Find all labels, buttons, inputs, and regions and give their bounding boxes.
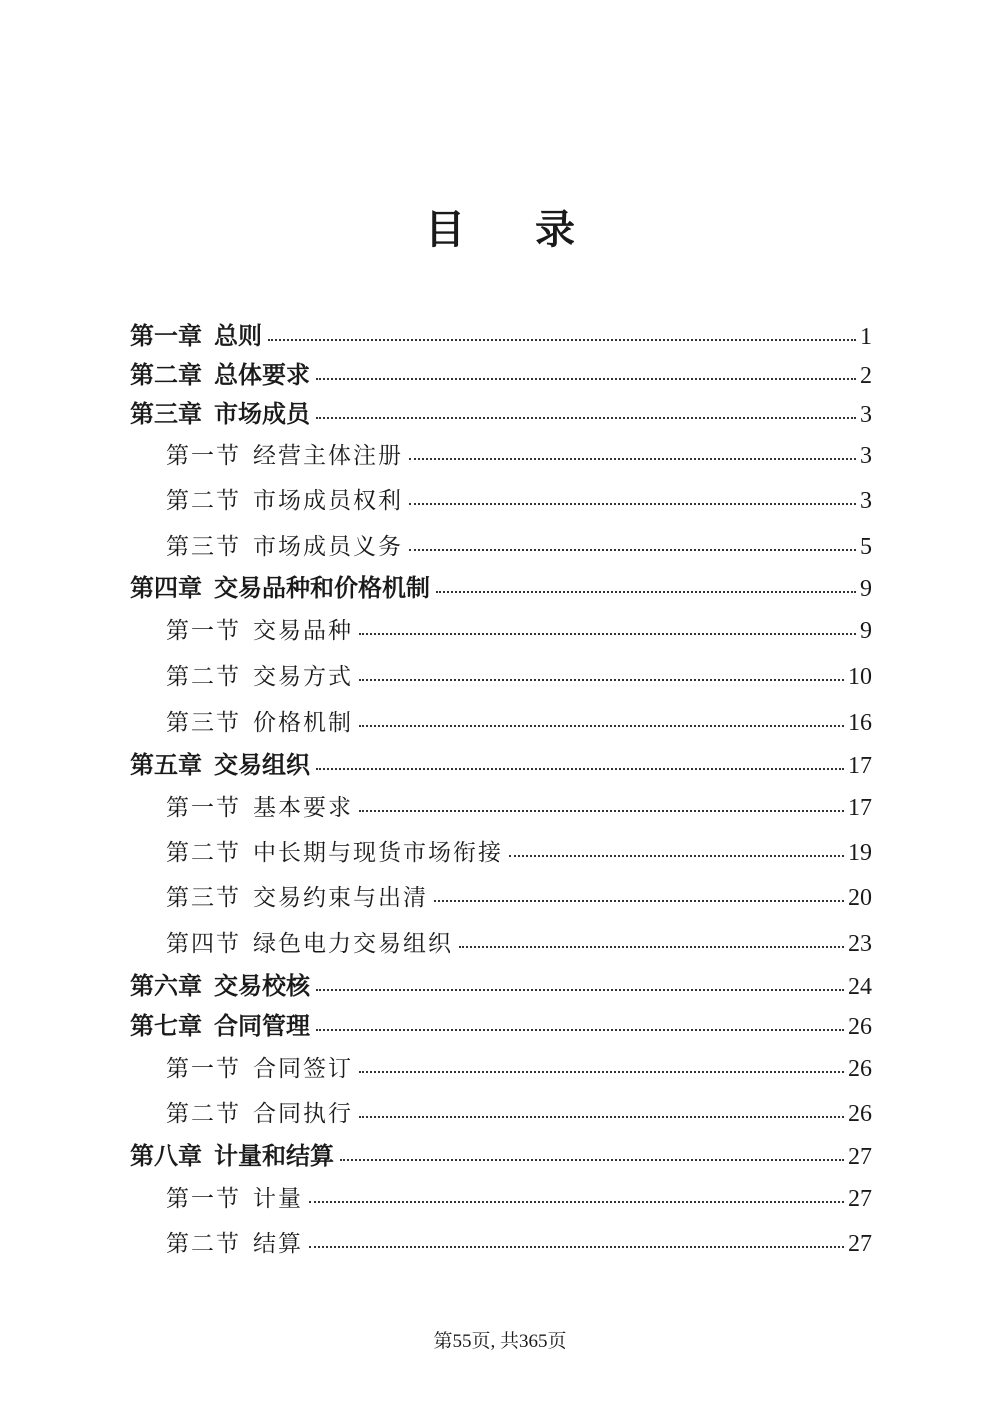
toc-page-number: 20 xyxy=(848,885,872,911)
toc-dot-leader xyxy=(316,1028,844,1031)
toc-entry-title: 交易组织 xyxy=(214,751,310,779)
toc-chapter-entry xyxy=(130,966,872,1001)
toc-page-number: 27 xyxy=(848,1231,872,1257)
toc-entry-label xyxy=(130,745,310,780)
toc-entry-number: 第二章 xyxy=(130,361,202,389)
toc-entry-title: 交易校核 xyxy=(214,972,310,1000)
toc-chapter-entry xyxy=(130,355,872,390)
toc-section-entry xyxy=(166,1050,872,1083)
toc-entry-number: 第七章 xyxy=(130,1012,202,1040)
toc-page-number: 24 xyxy=(848,974,872,1000)
toc-entry-label xyxy=(130,394,310,429)
toc-dot-leader xyxy=(434,899,844,902)
toc-entry-number: 第二节 xyxy=(166,488,241,514)
toc-entry-number: 第二节 xyxy=(166,664,241,690)
toc-entry-label xyxy=(166,658,353,691)
toc-entry-number: 第三节 xyxy=(166,885,241,911)
toc-page-number: 17 xyxy=(848,795,872,821)
toc-page-number: 3 xyxy=(860,488,872,514)
toc-section-entry xyxy=(166,879,872,912)
toc-entry-title: 绿色电力交易组织 xyxy=(253,931,453,957)
toc-entry-number: 第二节 xyxy=(166,1231,241,1257)
toc-page-number: 19 xyxy=(848,840,872,866)
toc-dot-leader xyxy=(316,767,844,770)
toc-chapter-entry xyxy=(130,394,872,429)
toc-page-number: 23 xyxy=(848,931,872,957)
toc-entry-label xyxy=(166,1225,303,1258)
toc-entry-number: 第一节 xyxy=(166,1186,241,1212)
toc-entry-number: 第一章 xyxy=(130,322,202,350)
toc-entry-title: 合同管理 xyxy=(214,1012,310,1040)
toc-entry-title: 结算 xyxy=(253,1231,303,1257)
toc-page-number: 17 xyxy=(848,753,872,779)
toc-section-entry xyxy=(166,925,872,958)
toc-page-number: 26 xyxy=(848,1101,872,1127)
toc-entry-label xyxy=(166,1180,303,1213)
toc-entry-label xyxy=(166,482,403,515)
toc-section-entry xyxy=(166,704,872,737)
toc-entry-label xyxy=(130,966,310,1001)
toc-entry-label xyxy=(166,437,403,470)
toc-dot-leader xyxy=(309,1200,844,1203)
toc-entry-label xyxy=(130,1006,310,1041)
toc-section-entry xyxy=(166,834,872,867)
toc-entry-title: 交易品种和价格机制 xyxy=(214,574,430,602)
toc-page-number: 1 xyxy=(860,324,872,350)
toc-section-entry xyxy=(166,437,872,470)
toc-entry-title: 基本要求 xyxy=(253,795,353,821)
toc-entry-number: 第三节 xyxy=(166,710,241,736)
toc-dot-leader xyxy=(459,945,844,948)
toc-section-entry xyxy=(166,612,872,645)
page-footer: 第55页, 共365页 xyxy=(433,1331,567,1352)
toc-chapter-entry xyxy=(130,316,872,351)
toc-entry-number: 第五章 xyxy=(130,751,202,779)
toc-entry-label xyxy=(130,1136,334,1171)
toc-entry-number: 第二节 xyxy=(166,1101,241,1127)
toc-entry-title: 总则 xyxy=(214,322,262,350)
toc-dot-leader xyxy=(359,1115,844,1118)
toc-dot-leader xyxy=(409,457,856,460)
toc-section-entry xyxy=(166,789,872,822)
toc-entry-label xyxy=(166,612,353,645)
toc-dot-leader xyxy=(340,1158,844,1161)
toc-dot-leader xyxy=(359,632,856,635)
toc-entry-label xyxy=(166,704,353,737)
toc-entry-number: 第四节 xyxy=(166,931,241,957)
toc-chapter-entry xyxy=(130,745,872,780)
toc-entry-title: 市场成员 xyxy=(214,400,310,428)
toc-page-number: 9 xyxy=(860,618,872,644)
toc-entry-label xyxy=(166,834,503,867)
toc-entry-label xyxy=(166,1095,353,1128)
toc-dot-leader xyxy=(359,1070,844,1073)
toc-page-number: 27 xyxy=(848,1144,872,1170)
toc-page-number: 2 xyxy=(860,363,872,389)
toc-entry-title: 价格机制 xyxy=(253,710,353,736)
toc-entry-label xyxy=(166,925,453,958)
toc-entry-title: 总体要求 xyxy=(214,361,310,389)
toc-entry-number: 第六章 xyxy=(130,972,202,1000)
toc-entry-title: 交易约束与出清 xyxy=(253,885,428,911)
toc-entry-number: 第一节 xyxy=(166,795,241,821)
toc-entry-title: 中长期与现货市场衔接 xyxy=(253,840,503,866)
toc-entry-number: 第一节 xyxy=(166,443,241,469)
toc-entry-number: 第四章 xyxy=(130,574,202,602)
toc-entry-title: 合同签订 xyxy=(253,1056,353,1082)
toc-chapter-entry xyxy=(130,1006,872,1041)
toc-section-entry xyxy=(166,482,872,515)
toc-dot-leader xyxy=(359,678,844,681)
toc-entry-title: 市场成员义务 xyxy=(253,534,403,560)
toc-entry-label xyxy=(166,879,428,912)
toc-dot-leader xyxy=(316,988,844,991)
toc-entry-label xyxy=(166,789,353,822)
toc-dot-leader xyxy=(359,809,844,812)
toc-page-number: 5 xyxy=(860,534,872,560)
toc-entry-label xyxy=(130,316,262,351)
toc-entry-number: 第八章 xyxy=(130,1142,202,1170)
toc-dot-leader xyxy=(359,724,844,727)
toc-entry-number: 第二节 xyxy=(166,840,241,866)
toc-section-entry xyxy=(166,1095,872,1128)
toc-entry-title: 经营主体注册 xyxy=(253,443,403,469)
toc-section-entry xyxy=(166,1225,872,1258)
toc-entry-number: 第三节 xyxy=(166,534,241,560)
toc-page-number: 16 xyxy=(848,710,872,736)
toc-section-entry xyxy=(166,658,872,691)
toc-dot-leader xyxy=(316,416,856,419)
toc-dot-leader xyxy=(509,854,844,857)
toc-dot-leader xyxy=(409,548,856,551)
toc-dot-leader xyxy=(316,377,856,380)
toc-page-number: 3 xyxy=(860,402,872,428)
toc-page-number: 9 xyxy=(860,576,872,602)
toc-page-number: 26 xyxy=(848,1014,872,1040)
toc-page-number: 3 xyxy=(860,443,872,469)
toc-entry-title: 交易方式 xyxy=(253,664,353,690)
toc-dot-leader xyxy=(409,502,856,505)
toc-page-number: 27 xyxy=(848,1186,872,1212)
toc-section-entry xyxy=(166,528,872,561)
toc-entry-label xyxy=(130,355,310,390)
toc-entry-title: 交易品种 xyxy=(253,618,353,644)
toc-entry-title: 合同执行 xyxy=(253,1101,353,1127)
toc-entry-label xyxy=(166,528,403,561)
toc-dot-leader xyxy=(436,590,856,593)
toc-entry-title: 计量 xyxy=(253,1186,303,1212)
toc-chapter-entry xyxy=(130,568,872,603)
toc-entry-number: 第三章 xyxy=(130,400,202,428)
toc-entry-title: 市场成员权利 xyxy=(253,488,403,514)
toc-page-number: 10 xyxy=(848,664,872,690)
toc-entry-label xyxy=(130,568,430,603)
toc-entry-number: 第一节 xyxy=(166,1056,241,1082)
toc-entry-title: 计量和结算 xyxy=(214,1142,334,1170)
toc-page-number: 26 xyxy=(848,1056,872,1082)
toc-dot-leader xyxy=(268,338,856,341)
toc-entry-number: 第一节 xyxy=(166,618,241,644)
toc-chapter-entry xyxy=(130,1136,872,1171)
toc-entry-label xyxy=(166,1050,353,1083)
toc-dot-leader xyxy=(309,1245,844,1248)
toc-section-entry xyxy=(166,1180,872,1213)
page-title: 目 录 xyxy=(425,206,603,253)
